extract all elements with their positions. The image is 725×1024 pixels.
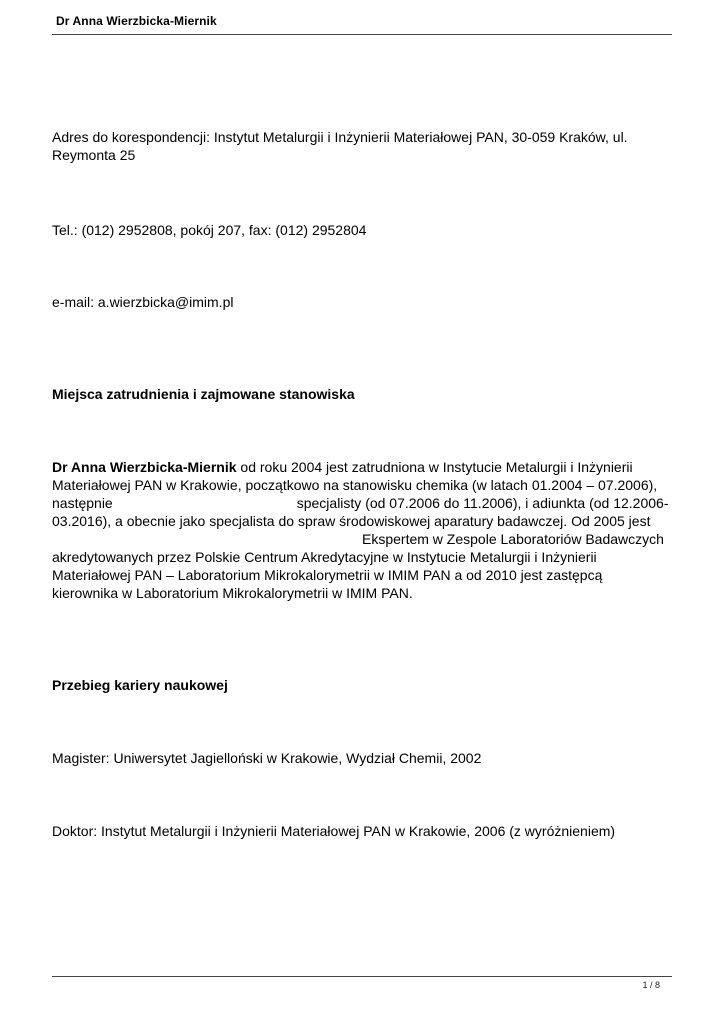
page-header-title: Dr Anna Wierzbicka-Miernik bbox=[56, 14, 217, 28]
employment-paragraph bbox=[52, 458, 672, 602]
career-heading: Przebieg kariery naukowej bbox=[52, 677, 228, 693]
footer-divider bbox=[52, 976, 672, 977]
address-paragraph: Adres do korespondencji: Instytut Metalurgii i Inżynierii Materiałowej PAN, 30-059 Kraków, ul. Reymonta 25 bbox=[52, 129, 628, 163]
email-paragraph: e-mail: a.wierzbicka@imim.pl bbox=[52, 294, 234, 310]
employment-text-part3: Ekspertem w Zespole Laboratoriów Badawczych akredytowanych przez Polskie Centrum Akredytacyjne w Instytucie Metalurgii i Inżynierii Materiałowej PAN – Laboratorium Mikrokalorymetrii w IMIM PAN a od 2010 jest zastępcą kierownika w Laboratorium Mikrokalorymetrii w IMIM PAN. bbox=[52, 531, 664, 601]
employment-heading: Miejsca zatrudnienia i zajmowane stanowiska bbox=[52, 386, 355, 402]
employee-name: Dr Anna Wierzbicka-Miernik bbox=[52, 459, 237, 475]
employment-text-part1: od roku 2004 jest zatrudniona w Instytucie Metalurgii i Inżynierii Materiałowej PAN w Krakowie, początkowo na stanowisku chemika (w latach 01.2004 – 07.2006), następnie bbox=[52, 459, 658, 511]
page-number: 1 / 8 bbox=[642, 980, 660, 990]
header-divider bbox=[52, 34, 672, 35]
employment-text-part2: specjalisty (od 07.2006 do 11.2006), i adiunkta (od 12.2006-03.2016), a obecnie jako specjalista do spraw środowiskowej aparatury badawczej. Od 2005 jest bbox=[52, 495, 669, 529]
phone-paragraph: Tel.: (012) 2952808, pokój 207, fax: (012) 2952804 bbox=[52, 222, 367, 238]
doctorate-degree: Doktor: Instytut Metalurgii i Inżynierii Materiałowej PAN w Krakowie, 2006 (z wyróżnieniem) bbox=[52, 823, 616, 839]
masters-degree: Magister: Uniwersytet Jagielloński w Krakowie, Wydział Chemii, 2002 bbox=[52, 750, 482, 766]
